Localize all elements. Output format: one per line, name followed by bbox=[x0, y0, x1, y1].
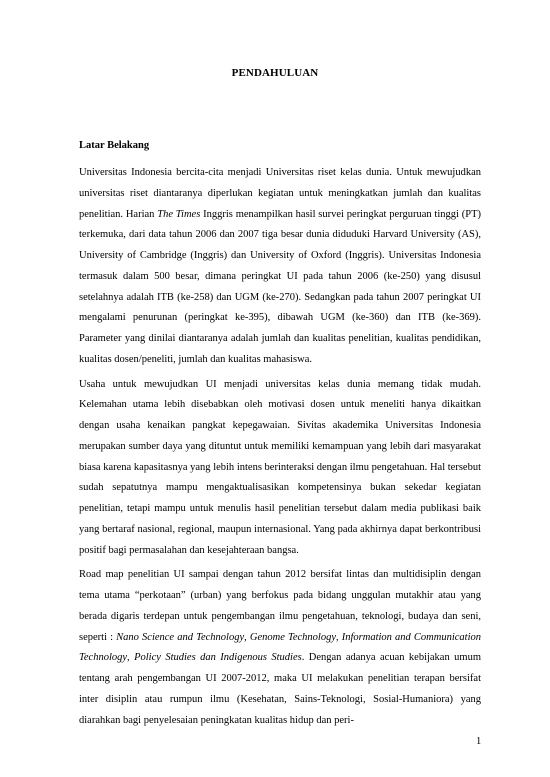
text-run: , bbox=[244, 631, 250, 643]
paragraph bbox=[79, 163, 481, 371]
paragraph bbox=[79, 565, 481, 731]
paragraph bbox=[79, 375, 481, 562]
section-heading: Latar Belakang bbox=[79, 140, 150, 151]
text-run: , bbox=[336, 631, 342, 643]
text-run: Inggris menampilkan hasil survei peringkat perguruan tinggi (PT) terkemuka, dari data tahun 2006 dan 2007 tiga besar dunia diduduki Harvard University (AS), University of Cambridge (Inggris) dan University of Oxford (Inggris). Universitas Indonesia termasuk dalam 500 besar, dimana peringkat UI pada tahun 2006 (ke-250) yang disusul setelahnya adalah ITB (ke-258) dan UGM (ke-270). Sedangkan pada tahun 2007 peringkat UI mengalami penurunan (peringkat ke-395), dibawah UGM (ke-360) dan ITB (ke-369). Parameter yang dinilai diantaranya adalah jumlah dan kualitas penelitian, kualitas pendidikan, kualitas dosen/peneliti, jumlah dan kualitas mahasiswa. bbox=[79, 208, 481, 365]
body-text bbox=[79, 163, 481, 735]
italic-text-run: Nano Science and Technology bbox=[116, 631, 245, 643]
italic-text-run: Policy Studies dan Indigenous Studies bbox=[134, 652, 302, 664]
italic-text-run: Genome Technology bbox=[249, 631, 337, 643]
italic-text-run: Information and Communication Technology bbox=[79, 631, 482, 664]
italic-text-run: The Times bbox=[157, 208, 201, 220]
text-run: Usaha untuk mewujudkan UI menjadi universitas kelas dunia memang tidak mudah. Kelemahan utama lebih disebabkan oleh motivasi dosen untuk meneliti hanya dikaitkan dengan usaha kenaikan pangkat kepegawaian. Sivitas akademika Universitas Indonesia merupakan sumber daya yang dituntut untuk memiliki kemampuan yang lebih dari masyarakat biasa karena kapasitasnya yang lebih intens berinteraksi dengan ilmu pengetahuan. Hal tersebut sudah sepatutnya mampu mengaktualisasikan kompetensinya bukan sekedar kegiatan penelitian, tetapi mampu untuk menulis hasil penelitian tersebut dalam media publikasi baik yang bertaraf nasional, regional, maupun internasional. Yang pada akhirnya dapat berkontribusi positif bagi permasalahan dan kesejahteraan bangsa. bbox=[79, 378, 481, 556]
text-run: Road map penelitian UI sampai dengan tahun 2012 bersifat lintas dan multidisiplin dengan tema utama “perkotaan” (urban) yang berfokus pada bidang unggulan mutakhir atau yang berada digaris terdepan untuk pengembangan ilmu pengetahuan, teknologi, budaya dan seni, seperti : bbox=[79, 569, 481, 643]
page-number: 1 bbox=[476, 736, 482, 747]
text-run: , bbox=[127, 652, 135, 664]
page-title: PENDAHULUAN bbox=[231, 67, 319, 79]
text-run: . Dengan adanya acuan kebijakan umum tentang arah pengembangan UI 2007-2012, maka UI melakukan penelitian terapan bersifat inter disiplin atau rumpun ilmu (Kesehatan, Sains-Teknologi, Sosial-Humaniora) yang diarahkan bagi penyelesaian peningkatan kualitas hidup dan peri- bbox=[79, 652, 481, 726]
text-run: Universitas Indonesia bercita-cita menjadi Universitas riset kelas dunia. Untuk mewujudkan universitas riset diantaranya diperlukan kegiatan untuk meningkatkan jumlah dan kualitas penelitian. Harian bbox=[79, 167, 481, 220]
